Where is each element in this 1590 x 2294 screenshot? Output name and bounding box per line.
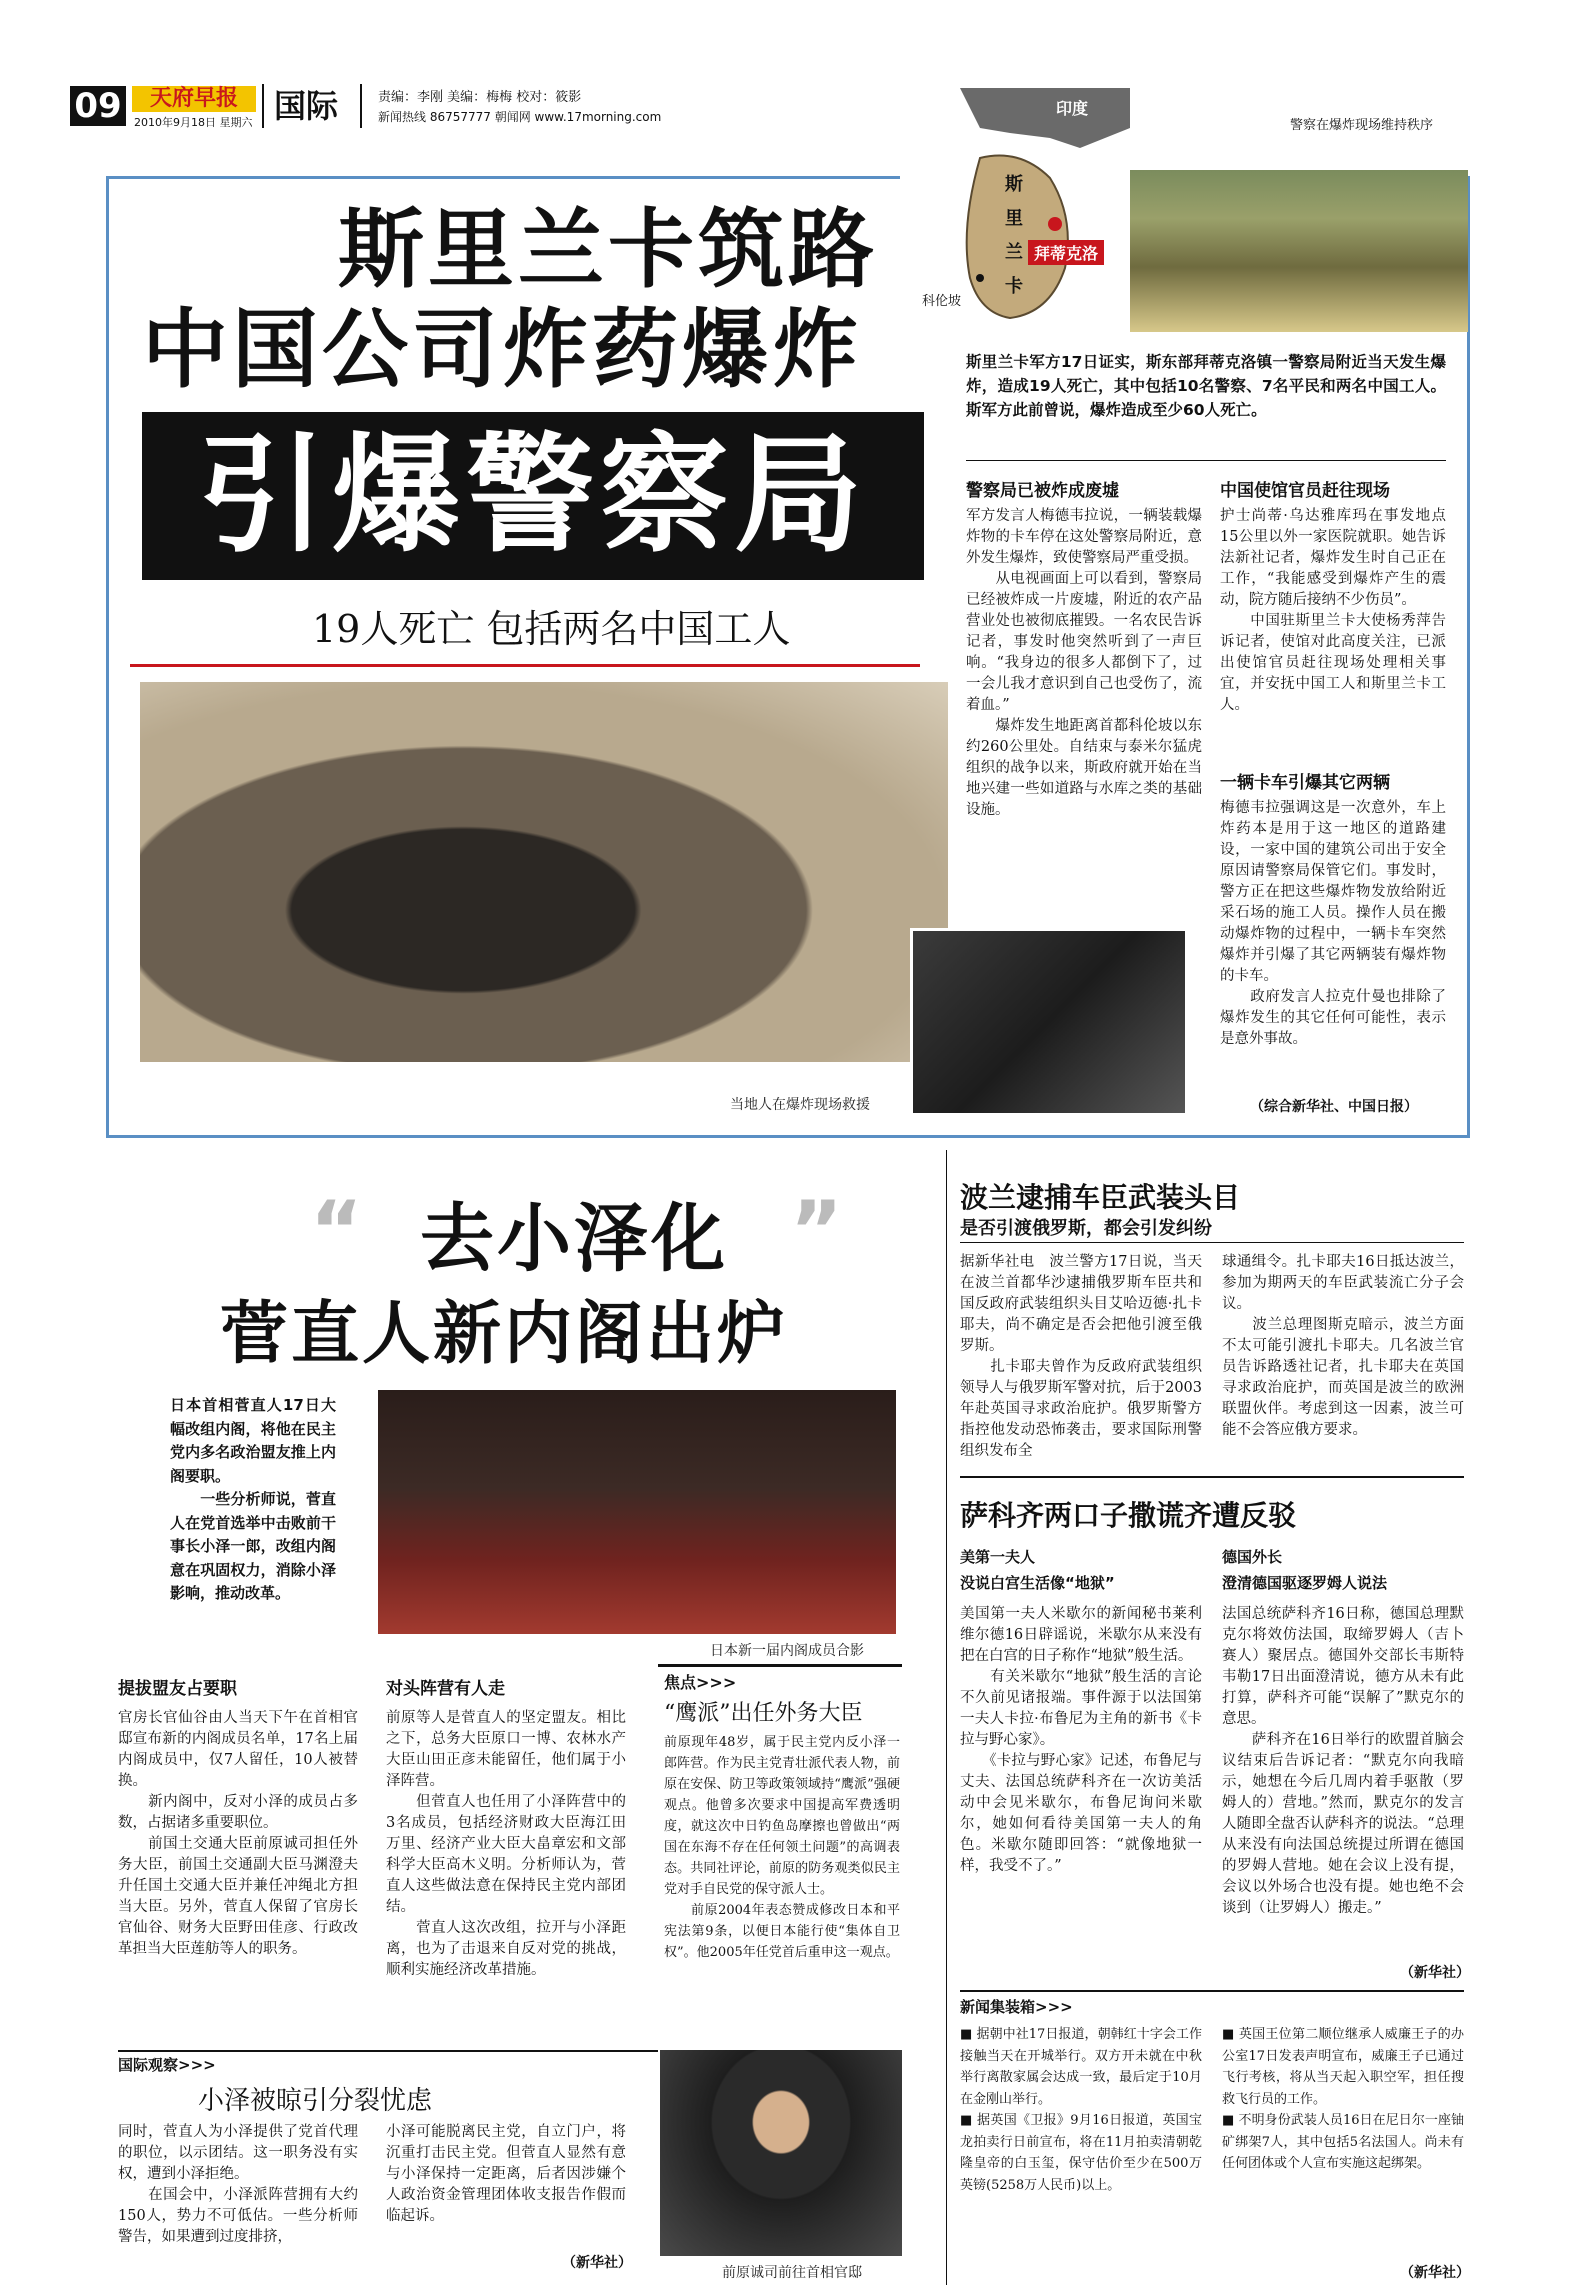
map-country	[1002, 168, 1026, 304]
divider	[262, 84, 264, 128]
lead-col3-text: 梅德韦拉强调这是一次意外，车上炸药本是用于这一地区的道路建设，一家中国的建筑公司出于安全原因请警察局保管它们。事发时，警方正在把这些爆炸物发放给附近采石场的施工人员。操作人员在搬动爆炸物的过程中，一辆卡车突然爆炸并引爆了其它两辆装有爆炸物的卡车。 政府发言人拉克什曼也排除了爆炸发生的其它任何可能性，表示是意外事故。	[1220, 800, 1446, 1047]
wreckage-photo	[910, 928, 1188, 1116]
focus-text: 前原现年48岁，属于民主党内反小泽一郎阵营。作为民主党青壮派代表人物，前原在安保、防卫等政策领域持“鹰派”强硬观点。他曾多次要求中国提高军费透明度，就这次中日钓鱼岛摩擦也曾做出“两国在东海不存在任何领土问题”的高调表态。共同社评论，前原的防务观类似民主党对手自民党的保守派人士。 前原2004年表态赞成修改日本和平宪法第9条，以便日本能行使“集体自卫权”。他2005年任党首后重申这一观点。	[664, 1735, 900, 1960]
lead-col1-text: 军方发言人梅德韦拉说，一辆装载爆炸物的卡车停在这处警察局附近，意外发生爆炸，致使警察局严重受损。 从电视画面上可以看到，警察局已经被炸成一片废墟，附近的农产品营业处也被彻底摧毁。一名农民告诉记者，事发时他突然听到了一声巨响。“我身边的很多人都倒下了，过一会儿我才意识到自己也受伤了，流着血。” 爆炸发生地距离首都科伦坡以东约260公里处。自结束与泰米尔猛虎组织的战争以来，斯政府就开始在当地兴建一些如道路与水库之类的基础设施。	[966, 508, 1202, 818]
japan-quote-open: “	[310, 1184, 363, 1277]
poland-subtitle: 是否引渡俄罗斯，都会引发纠纷	[960, 1218, 1212, 1239]
lead-title-line1: 斯里兰卡筑路	[338, 200, 878, 300]
briefs-col1: ■ 据朝中社17日报道，朝韩红十字会工作接触当天在开城举行。双方开未就在中秋举行离散家属会达成一致，最后定于10月在金刚山举行。 ■ 据英国《卫报》9月16日报道，英国宝龙拍卖行日前宣布，将在11月拍卖清朝乾隆皇帝的白玉玺，保守估价至少在500万英镑(5258万人民币)以上。	[960, 2027, 1202, 2193]
poland-col1: 据新华社电 波兰警方17日说，当天在波兰首都华沙逮捕俄罗斯车臣共和国反政府武装组织头目艾哈迈德·扎卡耶夫，尚不确定是否会把他引渡至俄罗斯。 扎卡耶夫曾作为反政府武装组织领导人与俄罗斯军警对抗，后于2003年赴英国寻求政治庇护。俄罗斯警方指控他发动恐怖袭击，要求国际刑警组织发布全	[960, 1254, 1202, 1459]
japan-col2-text: 前原等人是菅直人的坚定盟友。相比之下，总务大臣原口一博、农林水产大臣山田正彦未能留任，他们属于小泽阵营。 但菅直人也任用了小泽阵营中的3名成员，包括经济财政大臣海江田万里、经济产业大臣大畠章宏和文部科学大臣高木义明。分析师认为，菅直人这些做法意在保持民主党内部团结。 菅直人这次改组，拉开与小泽距离，也为了击退来自反对党的挑战，顺利实施经济改革措施。	[386, 1710, 626, 1978]
lead-col2-text: 护士尚蒂·乌达雅库玛在事发地点15公里以外一家医院就职。她告诉法新社记者，爆炸发生时自己正在工作，“我能感受到爆炸产生的震动，院方随后接纳不少伤员”。 中国驻斯里兰卡大使杨秀萍告诉记者，使馆对此高度关注，已派出使馆官员赶往现场处理相关事宜，并安抚中国工人和斯里兰卡工人。	[1220, 508, 1446, 713]
japan-col1-text: 官房长官仙谷由人当天下午在首相官邸宣布新的内阁成员名单，17名上届内阁成员中，仅7人留任，10人被替换。 新内阁中，反对小泽的成员占多数，占据诸多重要职位。 前国土交通大臣前原诚司担任外务大臣，前国土交通副大臣马渊澄夫升任国土交通大臣并兼任冲绳北方担当大臣。另外，菅直人保留了官房长官仙谷、财务大臣野田佳彦、行政改革担当大臣莲舫等人的职务。	[118, 1710, 358, 1957]
map-country-char: 卡	[1005, 276, 1023, 297]
poland-title: 波兰逮捕车臣武装头目	[960, 1181, 1241, 1214]
obs-bar	[118, 2050, 658, 2052]
briefs-label: 新闻集装箱>>>	[960, 1998, 1073, 2016]
lead-title-line2: 中国公司炸药爆炸	[142, 300, 862, 400]
map-country-char: 斯	[1005, 174, 1023, 195]
sarkozy-col2-text: 法国总统萨科齐16日称，德国总理默克尔将效仿法国，取缔罗姆人（吉卜赛人）聚居点。德国外交部长韦斯特韦勒17日出面澄清说，德方从未有此打算，萨科齐可能“误解了”默克尔的意思。 萨科齐在16日举行的欧盟首脑会议结束后告诉记者：“默克尔向我暗示，她想在今后几周内着手驱散（罗姆人的）营地。”然而，默克尔的发言人随即全盘否认萨科齐的说法。“总理从来没有向法国总统提过所谓在德国的罗姆人营地。她在会议上没有提，会议以外场合也没有提。她也绝不会谈到（让罗姆人）搬走。”	[1222, 1606, 1464, 1916]
obs-title: 小泽被晾引分裂忧虑	[198, 2086, 433, 2116]
obs-label: 国际观察>>>	[118, 2056, 216, 2074]
poland-rule	[960, 1242, 1464, 1243]
section-name: 国际	[274, 87, 339, 125]
map-country-char: 兰	[1005, 242, 1023, 263]
sarkozy-rule	[960, 1476, 1464, 1478]
cabinet-photo-caption: 日本新一届内阁成员合影	[710, 1643, 864, 1659]
masthead-date	[134, 114, 253, 130]
deck-rule	[130, 664, 920, 667]
briefs-col2: ■ 英国王位第二顺位继承人威廉王子的办公室17日发表声明宣布，威廉王子已通过飞行考核，将从当天起入职空军，担任搜救飞行员的工作。 ■ 不明身份武装人员16日在尼日尔一座铀矿绑架7人，其中包括5名法国人。尚未有任何团体或个人宣布实施这起绑架。	[1222, 2027, 1464, 2171]
lead-col2-head: 中国使馆官员赶往现场	[1220, 481, 1390, 501]
sarkozy-col2-head2: 澄清德国驱逐罗姆人说法	[1222, 1574, 1388, 1592]
briefs-rule	[960, 1990, 1464, 1992]
sarkozy-col1-text: 美国第一夫人米歇尔的新闻秘书莱利维尔德16日辟谣说，米歇尔从来没有把在白宫的日子称作“地狱”般生活。 有关米歇尔“地狱”般生活的言论不久前见诸报端。事件源于以法国第一夫人卡拉·布鲁尼为主角的新书《卡拉与野心家》。 《卡拉与野心家》记述，布鲁尼与丈夫、法国总统萨科齐在一次访美活动中会见米歇尔，布鲁尼询问米歇尔，她如何看待美国第一夫人的角色。米歇尔随即回答：“就像地狱一样，我受不了。”	[960, 1606, 1202, 1874]
map-label-india: 印度	[1056, 99, 1089, 118]
focus-title: “鹰派”出任外务大臣	[664, 1701, 863, 1726]
lead-deck: 19人死亡 包括两名中国工人	[312, 607, 791, 651]
cabinet-photo	[378, 1390, 896, 1634]
divider	[360, 84, 362, 128]
lead-col3-head: 一辆卡车引爆其它两辆	[1220, 773, 1390, 793]
obs-source: （新华社）	[562, 2255, 632, 2271]
obs-col1: 同时，菅直人为小泽提供了党首代理的职位，以示团结。这一职务没有实权，遭到小泽拒绝。 在国会中，小泽派阵营拥有大约150人，势力不可低估。一些分析师警告，如果遭到过度排挤，	[118, 2124, 358, 2245]
police-scene-photo	[1130, 170, 1468, 332]
maehara-photo-caption: 前原诚司前往首相官邸	[722, 2265, 862, 2281]
credits: 责编：李刚 美编：梅梅 校对：筱影	[378, 90, 582, 105]
obs-col2: 小泽可能脱离民主党，自立门户，将沉重打击民主党。但菅直人显然有意与小泽保持一定距离，后者因涉嫌个人政治资金管理团体收支报告作假而临起诉。	[386, 2124, 626, 2224]
lead-title-line3: 引爆警察局	[142, 412, 924, 580]
japan-col1-head: 提拔盟友占要职	[118, 1679, 237, 1699]
map-country-char: 里	[1005, 208, 1023, 229]
poland-col2: 球通缉令。扎卡耶夫16日抵达波兰，参加为期两天的车臣武装流亡分子会议。 波兰总理图斯克暗示，波兰方面不太可能引渡扎卡耶夫。几名波兰官员告诉路透社记者，扎卡耶夫在英国寻求政治庇护，而英国是波兰的欧洲联盟伙伴。考虑到这一因素，波兰可能不会答应俄方要求。	[1222, 1254, 1464, 1438]
blast-site-photo	[140, 682, 948, 1062]
hotline: 新闻热线 86757777 朝闻网 www.17morning.com	[378, 110, 662, 124]
japan-col2-head: 对头阵营有人走	[386, 1679, 505, 1699]
weekday-text: 星期六	[219, 116, 253, 129]
japan-intro: 日本首相菅直人17日大幅改组内阁，将他在民主党内多名政治盟友推上内阁要职。 一些分析师说，菅直人在党首选举中击败前干事长小泽一郎，改组内阁意在巩固权力，消除小泽影响，推动改革。	[170, 1396, 336, 1602]
sarkozy-source: （新华社）	[1400, 1965, 1470, 1981]
maehara-photo	[660, 2050, 902, 2256]
lead-summary: 斯里兰卡军方17日证实，斯东部拜蒂克洛镇一警察局附近当天发生爆炸，造成19人死亡，其中包括10名警察、7名平民和两名中国工人。斯军方此前曾说，爆炸造成至少60人死亡。	[966, 353, 1446, 419]
japan-title-line2: 菅直人新内阁出炉	[220, 1295, 789, 1374]
map-label-capital: 科伦坡	[922, 294, 962, 309]
japan-title-line1: 去小泽化	[420, 1196, 728, 1282]
briefs-source: （新华社）	[1400, 2265, 1470, 2281]
right-column-rule	[946, 1150, 947, 2285]
lead-source: （综合新华社、中国日报）	[1250, 1099, 1418, 1115]
japan-quote-close: ”	[790, 1184, 843, 1277]
paper-logo: 天府早报	[132, 86, 256, 112]
sarkozy-col1-head2: 没说白宫生活像“地狱”	[960, 1574, 1115, 1592]
photo-main-caption: 当地人在爆炸现场救援	[730, 1097, 870, 1113]
sarkozy-col1-head1: 美第一夫人	[960, 1548, 1036, 1566]
lead-col1-head: 警察局已被炸成废墟	[966, 481, 1119, 501]
map-label-city: 拜蒂克洛	[1028, 240, 1104, 265]
page-number: 09	[70, 86, 126, 126]
summary-rule	[966, 460, 1446, 461]
sarkozy-col2-head1: 德国外长	[1222, 1548, 1283, 1566]
sarkozy-title: 萨科齐两口子撒谎齐遭反驳	[960, 1499, 1297, 1532]
photo-top-caption: 警察在爆炸现场维持秩序	[1290, 118, 1434, 133]
date-text: 2010年9月18日	[134, 116, 216, 129]
focus-label: 焦点>>>	[664, 1673, 737, 1692]
